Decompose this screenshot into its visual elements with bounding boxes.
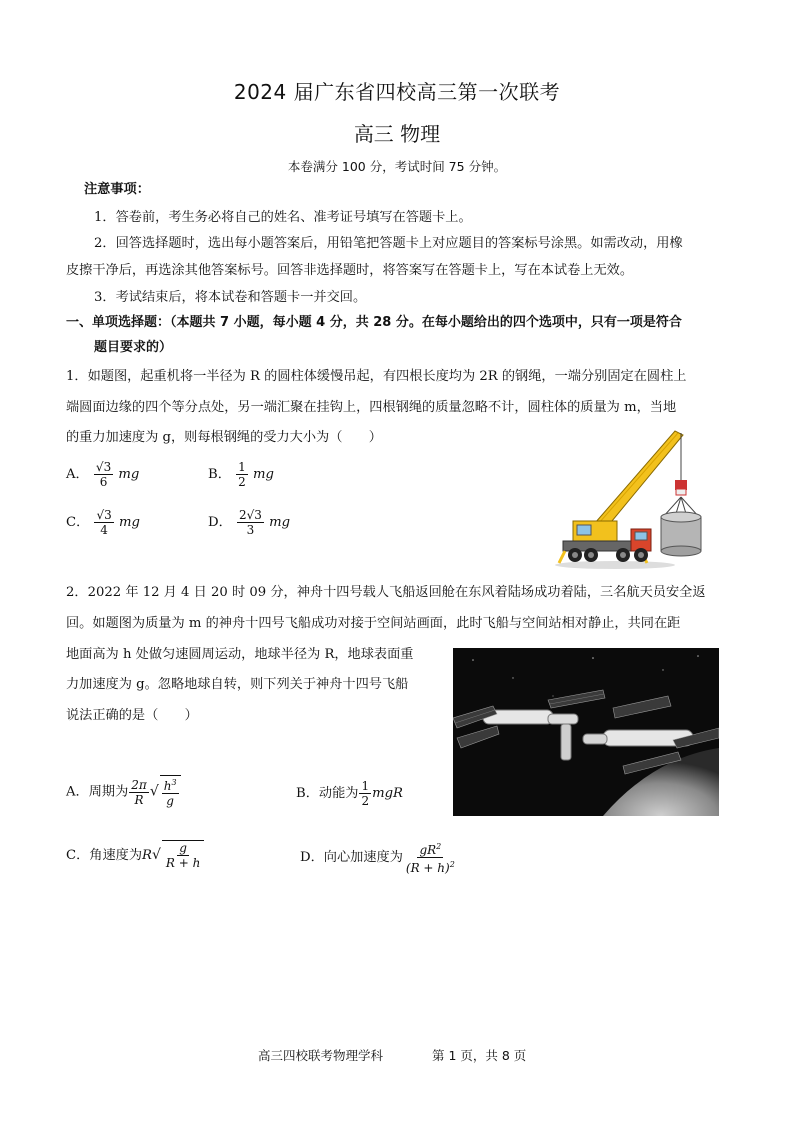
notes-item-1: 1．答卷前，考生务必将自己的姓名、准考证号填写在答题卡上。: [94, 210, 472, 225]
q1-option-d[interactable]: D． $\frac{2√3}{3}$ mg: [208, 508, 291, 537]
fraction: $\frac{√3}{6}$: [95, 460, 112, 489]
q2-line-2: 回。如题图为质量为 m 的神舟十四号飞船成功对接于空间站画面，此时飞船与空间站相对静止，共同在距: [66, 616, 681, 631]
notes-item-2-line-1: 2．回答选择题时，选出每小题答案后，用铅笔把答题卡上对应题目的答案标号涂黑。如需改动，用橡: [94, 236, 683, 251]
space-station-image: [453, 648, 719, 816]
fraction: $\frac{2√3}{3}$: [238, 508, 262, 537]
q2-line-3: 地面高为 h 处做匀速圆周运动，地球半径为 R，地球表面重: [66, 647, 414, 662]
crane-illustration: [555, 425, 725, 573]
fraction: $\frac{√3}{4}$: [96, 508, 112, 537]
section-heading-line-1: 一、单项选择题：（本题共 7 小题，每小题 4 分，共 28 分。在每小题给出的四个选项中，只有一项是符合: [66, 315, 682, 330]
footer-page-number: 第 1 页，共 8 页: [432, 1048, 527, 1063]
section-heading-line-2: 题目要求的）: [94, 340, 173, 355]
q2-option-a[interactable]: A．周期为 $\frac{2\pi}{R}$ √ $\frac{h^3}{g}$: [66, 775, 181, 808]
q1-option-c[interactable]: C． $\frac{√3}{4}$ mg: [66, 508, 140, 537]
notes-heading: 注意事项：: [84, 182, 150, 197]
q2-option-c[interactable]: C．角速度为R√ $\frac{g}{R + h}$: [66, 840, 204, 870]
q1-option-a[interactable]: A． $\frac{√3}{6}$ mg: [66, 460, 140, 489]
q2-line-4: 力加速度为 g。忽略地球自转，则下列关于神舟十四号飞船: [66, 677, 409, 692]
q1-line-1: 1．如题图，起重机将一半径为 R 的圆柱体缓慢吊起，有四根长度均为 2R 的钢绳，一端分别固定在圆柱上: [66, 369, 687, 384]
exam-subtitle: 高三 物理: [353, 122, 441, 146]
q1-line-3: 的重力加速度为 g，则每根钢绳的受力大小为（ ）: [66, 430, 382, 445]
q2-option-d[interactable]: D．向心加速度为 $\frac{gR^2}{(R + h)^2}$: [300, 842, 455, 875]
exam-info: 本卷满分 100 分，考试时间 75 分钟。: [287, 159, 507, 174]
q1-option-b[interactable]: B． $\frac{1}{2}$ mg: [208, 460, 274, 489]
q1-line-2: 端圆面边缘的四个等分点处，另一端汇聚在挂钩上，四根钢绳的质量忽略不计，圆柱体的质量为 m，当地: [66, 400, 677, 415]
footer-subject: 高三四校联考物理学科: [258, 1048, 384, 1063]
q2-line-1: 2．2022 年 12 月 4 日 20 时 09 分，神舟十四号载人飞船返回舱在东风着陆场成功着陆，三名航天员安全返: [66, 585, 706, 600]
fraction: $\frac{1}{2}$: [238, 460, 246, 489]
q2-option-b[interactable]: B．动能为 $\frac{1}{2}$ mgR: [296, 779, 403, 808]
notes-item-3: 3．考试结束后，将本试卷和答题卡一并交回。: [94, 290, 367, 305]
exam-title: 2024 届广东省四校高三第一次联考: [233, 80, 561, 104]
notes-item-2-line-2: 皮擦干净后，再选涂其他答案标号。回答非选择题时，将答案写在答题卡上，写在本试卷上无效。: [66, 263, 634, 278]
q2-line-5: 说法正确的是（ ）: [66, 708, 198, 723]
